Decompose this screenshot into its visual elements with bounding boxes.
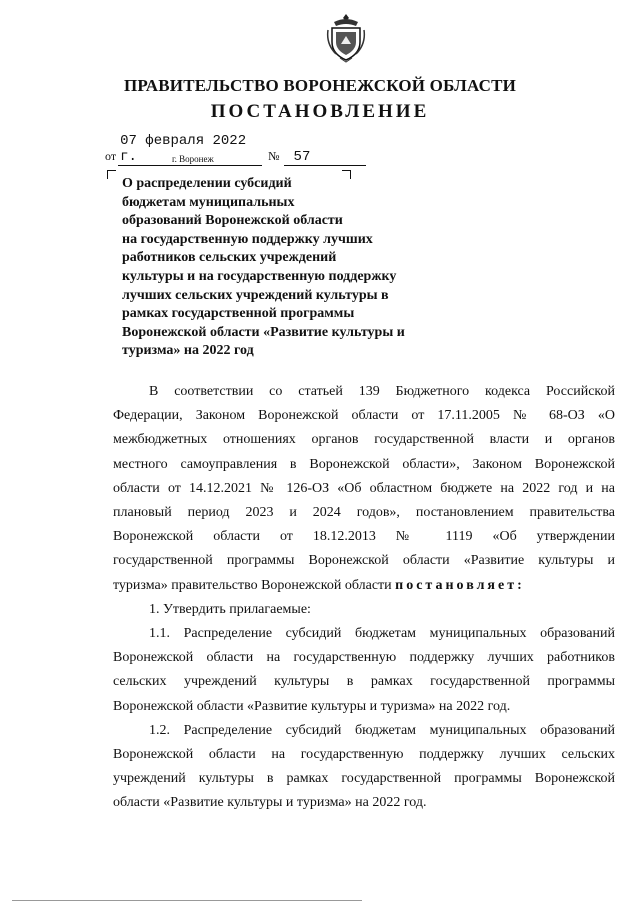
subject-line: О распределении субсидий: [122, 176, 292, 191]
paragraph-line: Воронежской области от 18.12.2013 № 1119 «Об утверждении: [113, 529, 615, 545]
page-bottom-rule: [12, 900, 362, 901]
government-title: ПРАВИТЕЛЬСТВО ВОРОНЕЖСКОЙ ОБЛАСТИ: [123, 76, 517, 95]
paragraph-line: В соответствии со статьей 139 Бюджетного кодекса Российской: [149, 384, 615, 399]
item-1-1-line: Воронежской области на государственную поддержку лучших работников: [113, 650, 615, 666]
subject-line: работников сельских учреждений: [122, 250, 337, 266]
subject-line: туризма» на 2022 год: [122, 343, 254, 359]
item-1-2-line: учреждений культуры в рамках государственной программы Воронежской: [113, 771, 615, 787]
document-number: 57: [284, 149, 366, 166]
subject-corner-left: [107, 170, 116, 179]
document-body: [113, 380, 615, 816]
item-1-1-line: сельских учреждений культуры в рамках государственной программы: [113, 674, 615, 690]
paragraph-line: плановый период 2023 и 2024 годов», постановлением правительства: [113, 505, 615, 521]
subject-line: бюджетам муниципальных: [122, 194, 295, 210]
subject-line: на государственную поддержку лучших: [122, 231, 373, 247]
document-date: 07 февраля 2022 г.: [118, 133, 262, 166]
subject-line: культуры и на государственную поддержку: [122, 268, 397, 284]
subject-line: рамках государственной программы: [122, 306, 355, 322]
paragraph-line: местного самоуправления в Воронежской области», Законом Воронежской: [113, 456, 615, 472]
paragraph-line: государственной программы Воронежской области «Развитие культуры и: [113, 553, 615, 569]
paragraph-text: туризма» правительство Воронежской области: [113, 577, 392, 593]
item-1-2-line: 1.2. Распределение субсидий бюджетам муниципальных образований: [149, 722, 615, 738]
item-1-1-last-line: Воронежской области «Развитие культуры и туризма» на 2022 год.: [113, 698, 511, 714]
city-label: г. Воронеж: [172, 154, 214, 164]
paragraph-line: Федерации, Законом Воронежской области от 17.11.2005 № 68-ОЗ «О: [113, 408, 615, 424]
item-1-1-line: 1.1. Распределение субсидий бюджетам муниципальных образований: [149, 626, 615, 642]
item-1-2-line: Воронежской области на государственную поддержку лучших сельских: [113, 747, 615, 763]
subject-line: лучших сельских учреждений культуры в: [122, 287, 389, 303]
subject-line: Воронежской области «Развитие культуры и: [122, 324, 405, 340]
item-1: 1. Утвердить прилагаемые:: [149, 601, 311, 617]
document-subject: [122, 175, 442, 361]
date-number-line: [105, 133, 366, 166]
voronezh-coat-of-arms-icon: [326, 12, 366, 64]
paragraph-last-line: [113, 574, 615, 598]
date-prefix: от: [105, 149, 117, 163]
paragraph-line: области от 14.12.2021 № 126-ОЗ «Об областном бюджете на 2022 год и на: [113, 480, 615, 496]
number-prefix: №: [268, 149, 280, 163]
document-type-title: ПОСТАНОВЛЕНИЕ: [210, 101, 430, 122]
paragraph-line: межбюджетных отношениях органов государственной власти и органов: [113, 432, 615, 448]
decree-keyword: постановляет:: [395, 577, 525, 593]
item-1-2-last-line: области «Развитие культуры и туризма» на 2022 год.: [113, 795, 427, 811]
subject-line: образований Воронежской области: [122, 213, 343, 229]
